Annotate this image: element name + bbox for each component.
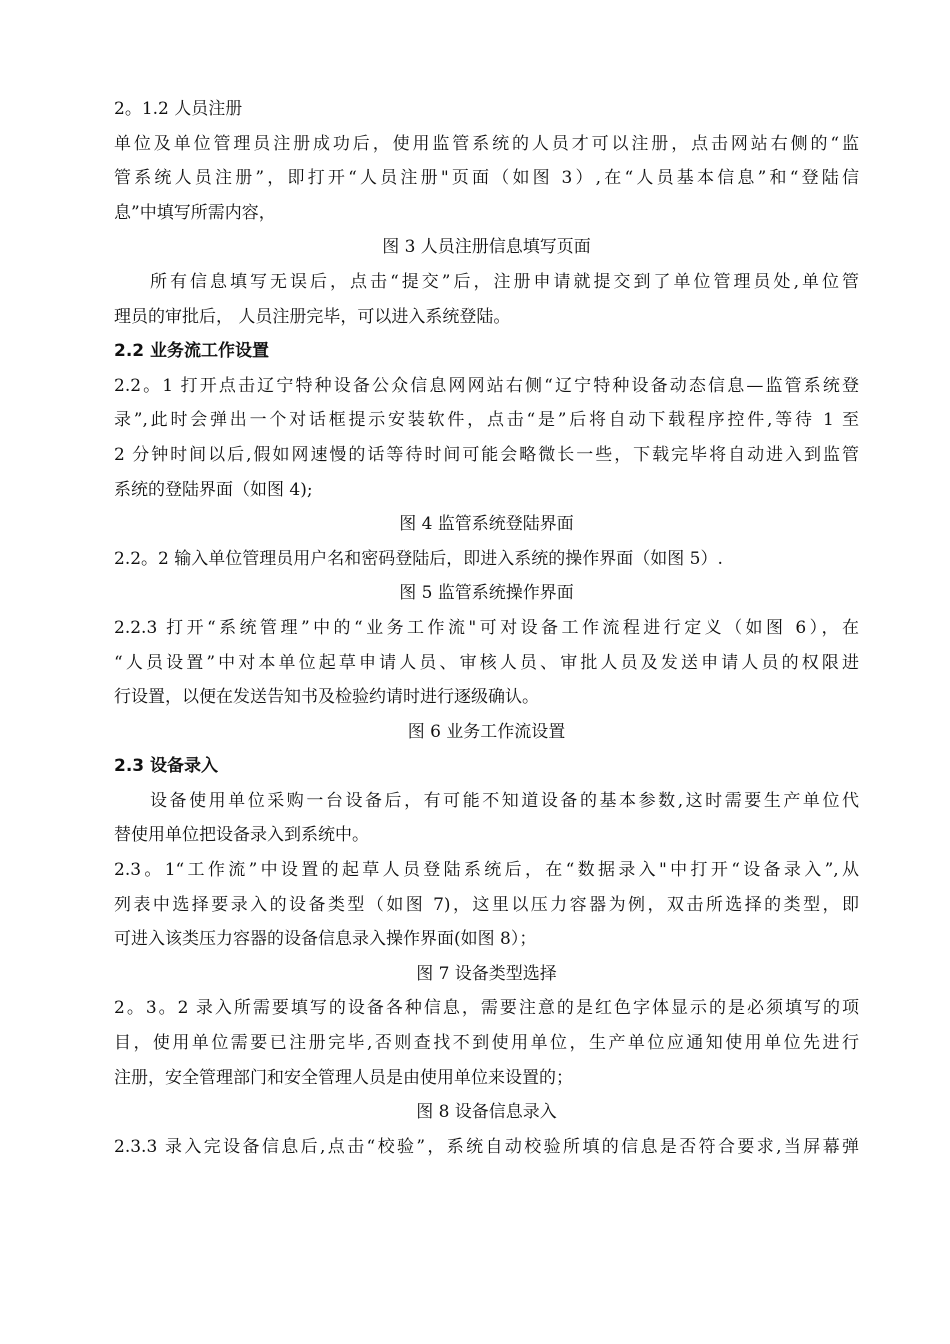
paragraph-line: 息”中填写所需内容， [114,202,276,223]
paragraph-line: 列表中选择要录入的设备类型（如图 7)，这里以压力容器为例，双击所选择的类型，即 [114,894,859,915]
paragraph-line: 注册，安全管理部门和安全管理人员是由使用单位来设置的； [114,1067,573,1088]
paragraph-line: 管系统人员注册”，即打开“人员注册"页面（如图 3）,在“人员基本信息”和“登陆信 [114,168,859,189]
paragraph-line: 可进入该类压力容器的设备信息录入操作界面(如图 8）； [114,929,537,950]
paragraph-line: 系统的登陆界面（如图 4); [114,479,313,500]
paragraph-line: “人员设置”中对本单位起草申请人员、审核人员、审批人员及发送申请人员的权限进 [114,652,859,673]
paragraph-line: 2.3.3 录入完设备信息后,点击“校验”，系统自动校验所填的信息是否符合要求,当屏幕弹 [114,1136,859,1157]
figure-caption: 图 7 设备类型选择 [416,963,557,984]
figure-caption: 图 8 设备信息录入 [416,1102,557,1123]
figure-caption: 图 5 监管系统操作界面 [399,583,574,604]
paragraph-line: 2 分钟时间以后,假如网速慢的话等待时间可能会略微长一些，下载完毕将自动进入到监管 [114,444,859,465]
figure-caption: 图 6 业务工作流设置 [407,721,566,742]
paragraph-line: 录”,此时会弹出一个对话框提示安装软件，点击“是”后将自动下载程序控件,等待 1 至 [114,410,859,431]
section-heading: 2.2 业务流工作设置 [114,341,270,362]
section-heading: 2.3 设备录入 [114,756,219,777]
paragraph-line: 目，使用单位需要已注册完毕,否则查找不到使用单位，生产单位应通知使用单位先进行 [114,1033,859,1054]
figure-caption: 图 3 人员注册信息填写页面 [382,237,591,258]
paragraph-line: 行设置，以便在发送告知书及检验约请时进行逐级确认。 [114,687,539,708]
paragraph-line: 2.3。1“工作流”中设置的起草人员登陆系统后，在“数据录入"中打开“设备录入”,从 [114,860,859,881]
paragraph-line: 所有信息填写无误后，点击“提交”后，注册申请就提交到了单位管理员处,单位管 [150,271,859,292]
document-page [114,92,859,1164]
paragraph-line: 替使用单位把设备录入到系统中。 [114,825,369,846]
paragraph-line: 2.2。1 打开点击辽宁特种设备公众信息网网站右侧“辽宁特种设备动态信息—监管系统登 [114,375,859,396]
paragraph-line: 理员的审批后， 人员注册完毕，可以进入系统登陆。 [114,306,511,327]
paragraph-line: 设备使用单位采购一台设备后，有可能不知道设备的基本参数,这时需要生产单位代 [150,790,859,811]
paragraph-line: 2。3。2 录入所需要填写的设备各种信息，需要注意的是红色字体显示的是必须填写的项 [114,998,859,1019]
paragraph-line: 单位及单位管理员注册成功后，使用监管系统的人员才可以注册，点击网站右侧的“监 [114,133,859,154]
paragraph-line: 2.2。2 输入单位管理员用户名和密码登陆后，即进入系统的操作界面（如图 5）. [114,548,723,569]
subsection-heading: 2。1.2 人员注册 [114,99,243,119]
paragraph-line: 2.2.3 打开“系统管理”中的“业务工作流"可对设备工作流程进行定义（如图 6），在 [114,617,859,638]
figure-caption: 图 4 监管系统登陆界面 [399,514,574,535]
